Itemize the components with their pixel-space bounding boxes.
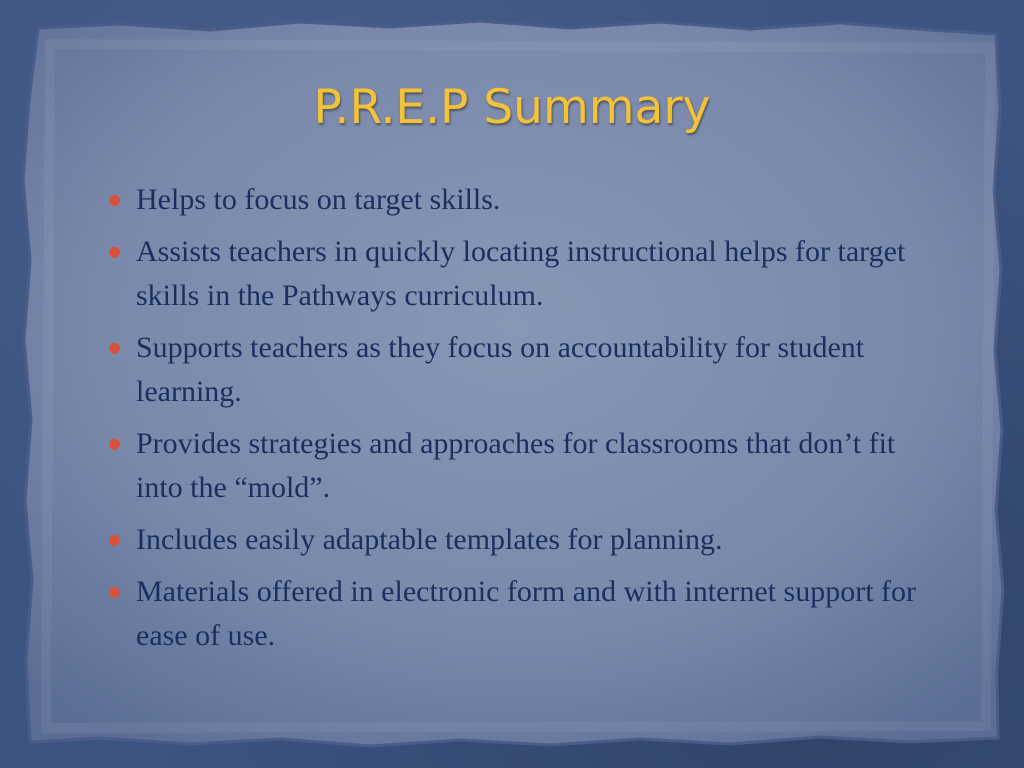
bullet-marker-icon xyxy=(109,587,120,598)
bullet-item xyxy=(104,230,944,318)
bullet-text: Supports teachers as they focus on accountability for student learning. xyxy=(136,331,865,408)
bullet-item xyxy=(104,326,944,414)
bullet-list xyxy=(104,178,944,666)
bullet-text: Helps to focus on target skills. xyxy=(136,183,501,216)
bullet-marker-icon xyxy=(109,195,120,206)
slide-title: P.R.E.P Summary xyxy=(313,80,711,135)
bullet-text: Assists teachers in quickly locating instructional helps for target skills in the Pathways curriculum. xyxy=(136,235,906,312)
bullet-text: Materials offered in electronic form and with internet support for ease of use. xyxy=(136,575,917,652)
bullet-item xyxy=(104,570,944,658)
bullet-text: Includes easily adaptable templates for planning. xyxy=(136,523,723,556)
bullet-item xyxy=(104,422,944,510)
bullet-marker-icon xyxy=(109,247,120,258)
bullet-item xyxy=(104,178,944,222)
bullet-item xyxy=(104,518,944,562)
bullet-marker-icon xyxy=(109,343,120,354)
bullet-marker-icon xyxy=(109,535,120,546)
bullet-text: Provides strategies and approaches for classrooms that don’t fit into the “mold”. xyxy=(136,427,896,504)
bullet-marker-icon xyxy=(109,439,120,450)
